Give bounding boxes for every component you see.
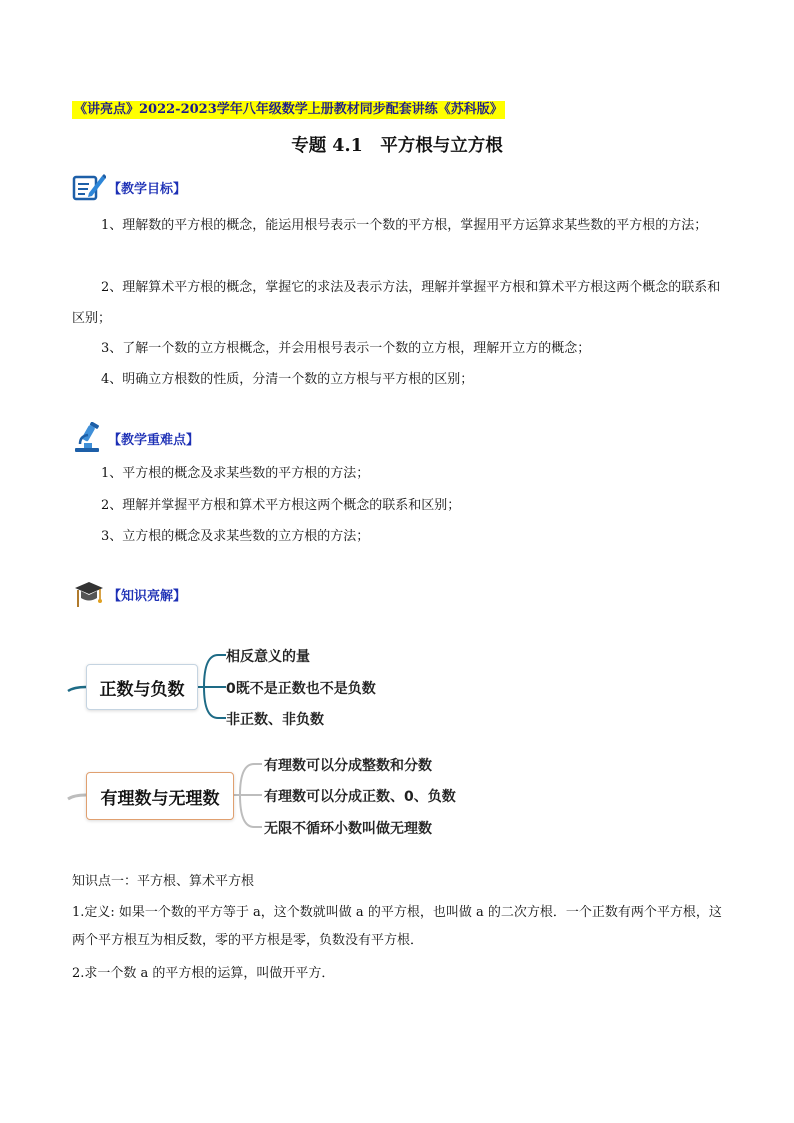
key-num: 3、	[101, 529, 123, 544]
key-text: 立方根的概念及求某些数的立方根的方法；	[122, 529, 370, 544]
page-title: 专题 4.1 平方根与立方根	[291, 136, 503, 156]
graduation-cap-icon	[72, 578, 106, 610]
goal-item-2	[72, 272, 724, 334]
goal-item-1	[72, 210, 724, 241]
goal-text: 理解数的平方根的概念，能运用根号表示一个数的平方根，掌握用平方运算求某些数的平方根的方法；	[122, 218, 708, 233]
notepad-pen-icon	[72, 171, 106, 203]
key-item-1	[72, 464, 724, 484]
goal-item-3	[72, 339, 724, 359]
mindmap-leaf: 有理数可以分成整数和分数	[264, 758, 432, 774]
section-label: 【知识亮解】	[108, 588, 187, 604]
key-num: 1、	[101, 466, 123, 481]
section-key-points	[72, 422, 199, 454]
goal-num: 2、	[101, 280, 123, 295]
mindmap-leaf: 无限不循环小数叫做无理数	[264, 821, 432, 837]
mindmap-leaf: 有理数可以分成正数、0、负数	[264, 789, 456, 805]
key-item-2	[72, 496, 724, 516]
goal-num: 1、	[101, 218, 123, 233]
goal-text: 了解一个数的立方根概念，并会用根号表示一个数的立方根，理解开立方的概念；	[122, 341, 591, 356]
knowledge-point-title: 知识点一：平方根、算术平方根	[72, 874, 255, 889]
key-item-3	[72, 527, 724, 547]
key-num: 2、	[101, 498, 123, 513]
goal-text: 明确立方根数的性质，分清一个数的立方根与平方根的区别；	[122, 372, 474, 387]
microscope-icon	[72, 422, 106, 454]
mindmap-root-2: 有理数与无理数	[86, 772, 234, 820]
goal-item-4	[72, 370, 724, 390]
header-banner: 《讲亮点》2022-2023学年八年级数学上册教材同步配套讲练《苏科版》	[74, 102, 503, 117]
knowledge-square-root-operation: 2.求一个数 a 的平方根的运算，叫做开平方．	[72, 966, 335, 981]
goal-num: 4、	[101, 372, 123, 387]
mindmap-leaf: 相反意义的量	[226, 649, 310, 665]
section-label: 【教学目标】	[108, 181, 187, 197]
mindmap-leaf: 非正数、非负数	[226, 712, 324, 728]
goal-text: 理解算术平方根的概念，掌握它的求法及表示方法，理解并掌握平方根和算术平方根这两个概念的联系和区别；	[72, 280, 721, 326]
goal-num: 3、	[101, 341, 123, 356]
section-label: 【教学重难点】	[108, 432, 200, 448]
knowledge-definition: 1.定义: 如果一个数的平方等于 a，这个数就叫做 a 的平方根，也叫做 a 的二次方根．一个正数有两个平方根，这两个平方根互为相反数，零的平方根是零，负数没有平方根．	[72, 905, 722, 948]
mindmap-group-2	[66, 748, 486, 840]
mindmap-leaf: 0既不是正数也不是负数	[226, 681, 376, 697]
key-text: 理解并掌握平方根和算术平方根这两个概念的联系和区别；	[122, 498, 461, 513]
key-text: 平方根的概念及求某些数的平方根的方法；	[122, 466, 370, 481]
section-knowledge	[72, 578, 186, 610]
mindmap-root-1: 正数与负数	[86, 664, 198, 710]
mindmap-group-1	[66, 638, 486, 728]
section-teaching-goals	[72, 171, 186, 203]
